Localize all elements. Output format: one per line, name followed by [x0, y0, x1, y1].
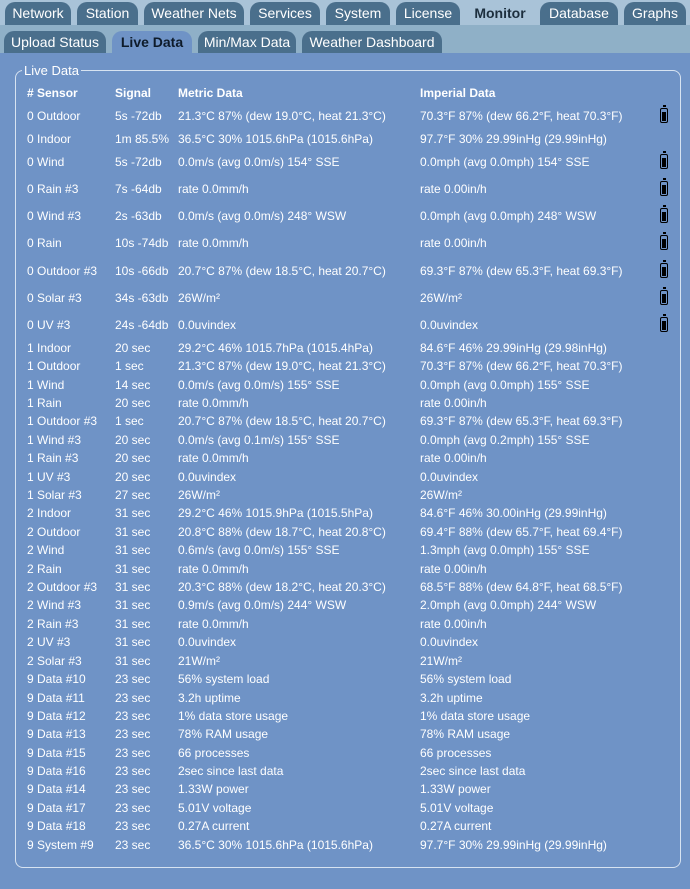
battery-icon [660, 108, 668, 123]
table-row [0, 542, 690, 558]
table-row [0, 524, 690, 540]
imperial-cell: 78% RAM usage [420, 727, 511, 741]
signal-cell: 1 sec [115, 414, 144, 428]
imperial-cell: 97.7°F 30% 29.99inHg (29.99inHg) [420, 838, 607, 852]
imperial-cell: 97.7°F 30% 29.99inHg (29.99inHg) [420, 132, 607, 146]
table-row [0, 837, 690, 853]
imperial-cell: 0.0mph (avg 0.2mph) 155° SSE [420, 433, 590, 447]
table-row [0, 358, 690, 374]
table-row [0, 131, 690, 147]
table-row [0, 579, 690, 595]
subtab-weather-dashboard[interactable]: Weather Dashboard [302, 31, 442, 53]
metric-cell: 36.5°C 30% 1015.6hPa (1015.6hPa) [178, 132, 373, 146]
imperial-cell: 69.3°F 87% (dew 65.3°F, heat 69.3°F) [420, 264, 623, 278]
imperial-cell: rate 0.00in/h [420, 182, 487, 196]
signal-cell: 20 sec [115, 396, 151, 410]
table-row [0, 763, 690, 779]
tab-license[interactable]: License [396, 2, 460, 26]
tab-database[interactable]: Database [540, 2, 618, 26]
imperial-cell: rate 0.00in/h [420, 396, 487, 410]
signal-cell: 31 sec [115, 562, 151, 576]
sensor-cell: 0 Outdoor [27, 109, 81, 123]
table-row [0, 616, 690, 632]
metric-cell: 0.0m/s (avg 0.0m/s) 248° WSW [178, 209, 347, 223]
table-row [0, 745, 690, 761]
metric-cell: 21.3°C 87% (dew 19.0°C, heat 21.3°C) [178, 109, 386, 123]
metric-cell: 5.01V voltage [178, 801, 252, 815]
signal-cell: 14 sec [115, 378, 151, 392]
signal-cell: 31 sec [115, 525, 151, 539]
imperial-cell: 0.0mph (avg 0.0mph) 155° SSE [420, 378, 590, 392]
sensor-cell: 2 Rain #3 [27, 617, 79, 631]
metric-cell: 20.3°C 88% (dew 18.2°C, heat 20.3°C) [178, 580, 386, 594]
sensor-cell: 1 Outdoor #3 [27, 414, 98, 428]
sensor-cell: 9 Data #16 [27, 764, 86, 778]
battery-icon [660, 154, 668, 169]
tab-graphs[interactable]: Graphs [624, 2, 686, 26]
tab-weather-nets[interactable]: Weather Nets [144, 2, 244, 26]
metric-cell: 0.0m/s (avg 0.0m/s) 155° SSE [178, 378, 340, 392]
imperial-cell: rate 0.00in/h [420, 236, 487, 250]
signal-cell: 1m 85.5% [115, 132, 170, 146]
tab-monitor[interactable]: Monitor [466, 2, 534, 26]
metric-cell: 20.7°C 87% (dew 18.5°C, heat 20.7°C) [178, 264, 386, 278]
signal-cell: 27 sec [115, 488, 151, 502]
sensor-cell: 1 Rain #3 [27, 451, 79, 465]
battery-icon [660, 290, 668, 305]
sensor-cell: 0 Rain [27, 236, 62, 250]
sensor-cell: 1 Solar #3 [27, 488, 82, 502]
imperial-cell: rate 0.00in/h [420, 451, 487, 465]
main-tab-bar [0, 0, 690, 25]
metric-cell: rate 0.0mm/h [178, 396, 249, 410]
signal-cell: 23 sec [115, 801, 151, 815]
table-row [0, 597, 690, 613]
metric-cell: 66 processes [178, 746, 250, 760]
sensor-cell: 9 System #9 [27, 838, 94, 852]
header-metric: Metric Data [178, 86, 243, 100]
metric-cell: 0.9m/s (avg 0.0m/s) 244° WSW [178, 598, 347, 612]
signal-cell: 23 sec [115, 672, 151, 686]
metric-cell: 21W/m² [178, 654, 220, 668]
signal-cell: 23 sec [115, 727, 151, 741]
signal-cell: 34s -63db [115, 291, 169, 305]
sensor-cell: 9 Data #14 [27, 782, 86, 796]
sensor-cell: 0 UV #3 [27, 318, 71, 332]
metric-cell: rate 0.0mm/h [178, 617, 249, 631]
table-row [0, 395, 690, 411]
metric-cell: 3.2h uptime [178, 691, 241, 705]
sensor-cell: 0 Wind #3 [27, 209, 82, 223]
imperial-cell: 69.3°F 87% (dew 65.3°F, heat 69.3°F) [420, 414, 623, 428]
metric-cell: rate 0.0mm/h [178, 182, 249, 196]
metric-cell: 0.27A current [178, 819, 250, 833]
metric-cell: 0.0uvindex [178, 635, 237, 649]
battery-icon [660, 317, 668, 332]
imperial-cell: 0.0uvindex [420, 318, 479, 332]
battery-icon [660, 235, 668, 250]
signal-cell: 2s -63db [115, 209, 162, 223]
sensor-cell: 2 Outdoor [27, 525, 81, 539]
table-row [0, 317, 690, 333]
imperial-cell: 0.0mph (avg 0.0mph) 154° SSE [420, 155, 590, 169]
imperial-cell: 1.3mph (avg 0.0mph) 155° SSE [420, 543, 590, 557]
imperial-cell: 5.01V voltage [420, 801, 494, 815]
signal-cell: 23 sec [115, 709, 151, 723]
sensor-cell: 9 Data #10 [27, 672, 86, 686]
table-row [0, 505, 690, 521]
table-row [0, 469, 690, 485]
imperial-cell: 1.33W power [420, 782, 491, 796]
table-row [0, 671, 690, 687]
sensor-cell: 2 Wind [27, 543, 65, 557]
table-row [0, 108, 690, 124]
sensor-cell: 0 Outdoor #3 [27, 264, 98, 278]
metric-cell: rate 0.0mm/h [178, 236, 249, 250]
table-header [0, 85, 690, 101]
signal-cell: 31 sec [115, 543, 151, 557]
sensor-cell: 9 Data #13 [27, 727, 86, 741]
tab-station[interactable]: Station [77, 2, 138, 26]
signal-cell: 5s -72db [115, 155, 162, 169]
imperial-cell: 0.0uvindex [420, 470, 479, 484]
signal-cell: 20 sec [115, 433, 151, 447]
signal-cell: 31 sec [115, 598, 151, 612]
signal-cell: 23 sec [115, 764, 151, 778]
metric-cell: rate 0.0mm/h [178, 451, 249, 465]
signal-cell: 5s -72db [115, 109, 162, 123]
metric-cell: 29.2°C 46% 1015.9hPa (1015.5hPa) [178, 506, 373, 520]
tab-network[interactable]: Network [5, 2, 71, 26]
battery-icon [660, 208, 668, 223]
signal-cell: 23 sec [115, 838, 151, 852]
metric-cell: 78% RAM usage [178, 727, 269, 741]
signal-cell: 10s -74db [115, 236, 169, 250]
subtab-upload-status[interactable]: Upload Status [4, 31, 106, 53]
imperial-cell: 0.0uvindex [420, 635, 479, 649]
imperial-cell: 84.6°F 46% 29.99inHg (29.98inHg) [420, 341, 607, 355]
sensor-cell: 0 Solar #3 [27, 291, 82, 305]
table-row [0, 413, 690, 429]
sensor-cell: 1 Outdoor [27, 359, 81, 373]
tab-services[interactable]: Services [250, 2, 320, 26]
metric-cell: 0.0uvindex [178, 470, 237, 484]
table-row [0, 726, 690, 742]
sensor-cell: 9 Data #18 [27, 819, 86, 833]
sensor-cell: 1 UV #3 [27, 470, 71, 484]
imperial-cell: 0.27A current [420, 819, 492, 833]
signal-cell: 23 sec [115, 691, 151, 705]
table-row [0, 235, 690, 251]
table-row [0, 432, 690, 448]
table-row [0, 653, 690, 669]
imperial-cell: 84.6°F 46% 30.00inHg (29.99inHg) [420, 506, 607, 520]
imperial-cell: rate 0.00in/h [420, 617, 487, 631]
header-sensor: # Sensor [27, 86, 78, 100]
sensor-cell: 9 Data #15 [27, 746, 86, 760]
sensor-cell: 2 Indoor [27, 506, 72, 520]
table-row [0, 781, 690, 797]
table-row [0, 263, 690, 279]
signal-cell: 31 sec [115, 617, 151, 631]
sensor-cell: 2 Outdoor #3 [27, 580, 98, 594]
imperial-cell: rate 0.00in/h [420, 562, 487, 576]
metric-cell: 21.3°C 87% (dew 19.0°C, heat 21.3°C) [178, 359, 386, 373]
signal-cell: 20 sec [115, 470, 151, 484]
metric-cell: 29.2°C 46% 1015.7hPa (1015.4hPa) [178, 341, 373, 355]
imperial-cell: 1% data store usage [420, 709, 531, 723]
table-row [0, 154, 690, 170]
header-signal: Signal [115, 86, 152, 100]
signal-cell: 31 sec [115, 580, 151, 594]
metric-cell: 26W/m² [178, 488, 220, 502]
signal-cell: 7s -64db [115, 182, 162, 196]
table-row [0, 800, 690, 816]
sensor-cell: 1 Wind [27, 378, 65, 392]
signal-cell: 23 sec [115, 782, 151, 796]
sensor-cell: 0 Wind [27, 155, 65, 169]
table-row [0, 181, 690, 197]
table-row [0, 690, 690, 706]
metric-cell: 0.6m/s (avg 0.0m/s) 155° SSE [178, 543, 340, 557]
table-row [0, 561, 690, 577]
sensor-cell: 2 Solar #3 [27, 654, 82, 668]
header-imperial: Imperial Data [420, 86, 496, 100]
imperial-cell: 70.3°F 87% (dew 66.2°F, heat 70.3°F) [420, 359, 623, 373]
metric-cell: 1% data store usage [178, 709, 289, 723]
signal-cell: 20 sec [115, 341, 151, 355]
imperial-cell: 68.5°F 88% (dew 64.8°F, heat 68.5°F) [420, 580, 623, 594]
sensor-cell: 9 Data #11 [27, 691, 85, 705]
metric-cell: rate 0.0mm/h [178, 562, 249, 576]
sensor-cell: 2 Wind #3 [27, 598, 82, 612]
imperial-cell: 66 processes [420, 746, 492, 760]
sensor-cell: 1 Rain [27, 396, 62, 410]
signal-cell: 23 sec [115, 746, 151, 760]
signal-cell: 31 sec [115, 635, 151, 649]
signal-cell: 31 sec [115, 654, 151, 668]
table-row [0, 340, 690, 356]
imperial-cell: 3.2h uptime [420, 691, 483, 705]
subtab-live-data[interactable]: Live Data [112, 31, 192, 53]
metric-cell: 56% system load [178, 672, 270, 686]
imperial-cell: 26W/m² [420, 291, 462, 305]
imperial-cell: 2sec since last data [420, 764, 526, 778]
sensor-cell: 0 Rain #3 [27, 182, 79, 196]
metric-cell: 36.5°C 30% 1015.6hPa (1015.6hPa) [178, 838, 373, 852]
sensor-cell: 2 UV #3 [27, 635, 71, 649]
table-row [0, 208, 690, 224]
signal-cell: 24s -64db [115, 318, 169, 332]
metric-cell: 20.8°C 88% (dew 18.7°C, heat 20.8°C) [178, 525, 386, 539]
imperial-cell: 56% system load [420, 672, 512, 686]
live-data-legend: Live Data [24, 63, 79, 78]
sensor-cell: 1 Wind #3 [27, 433, 82, 447]
metric-cell: 0.0m/s (avg 0.1m/s) 155° SSE [178, 433, 340, 447]
metric-cell: 20.7°C 87% (dew 18.5°C, heat 20.7°C) [178, 414, 386, 428]
imperial-cell: 70.3°F 87% (dew 66.2°F, heat 70.3°F) [420, 109, 623, 123]
table-row [0, 487, 690, 503]
metric-cell: 0.0m/s (avg 0.0m/s) 154° SSE [178, 155, 340, 169]
signal-cell: 31 sec [115, 506, 151, 520]
imperial-cell: 2.0mph (avg 0.0mph) 244° WSW [420, 598, 597, 612]
signal-cell: 20 sec [115, 451, 151, 465]
sensor-cell: 9 Data #12 [27, 709, 86, 723]
metric-cell: 1.33W power [178, 782, 249, 796]
metric-cell: 0.0uvindex [178, 318, 237, 332]
sensor-cell: 1 Indoor [27, 341, 72, 355]
table-row [0, 634, 690, 650]
imperial-cell: 0.0mph (avg 0.0mph) 248° WSW [420, 209, 597, 223]
table-row [0, 290, 690, 306]
imperial-cell: 26W/m² [420, 488, 462, 502]
sensor-cell: 2 Rain [27, 562, 62, 576]
sensor-cell: 0 Indoor [27, 132, 72, 146]
signal-cell: 1 sec [115, 359, 144, 373]
table-row [0, 450, 690, 466]
battery-icon [660, 181, 668, 196]
signal-cell: 23 sec [115, 819, 151, 833]
tab-system[interactable]: System [326, 2, 390, 26]
metric-cell: 2sec since last data [178, 764, 284, 778]
table-row [0, 818, 690, 834]
metric-cell: 26W/m² [178, 291, 220, 305]
sensor-cell: 9 Data #17 [27, 801, 86, 815]
table-row [0, 377, 690, 393]
subtab-min-max-data[interactable]: Min/Max Data [198, 31, 296, 53]
battery-icon [660, 263, 668, 278]
signal-cell: 10s -66db [115, 264, 169, 278]
imperial-cell: 21W/m² [420, 654, 462, 668]
table-row [0, 708, 690, 724]
imperial-cell: 69.4°F 88% (dew 65.7°F, heat 69.4°F) [420, 525, 623, 539]
